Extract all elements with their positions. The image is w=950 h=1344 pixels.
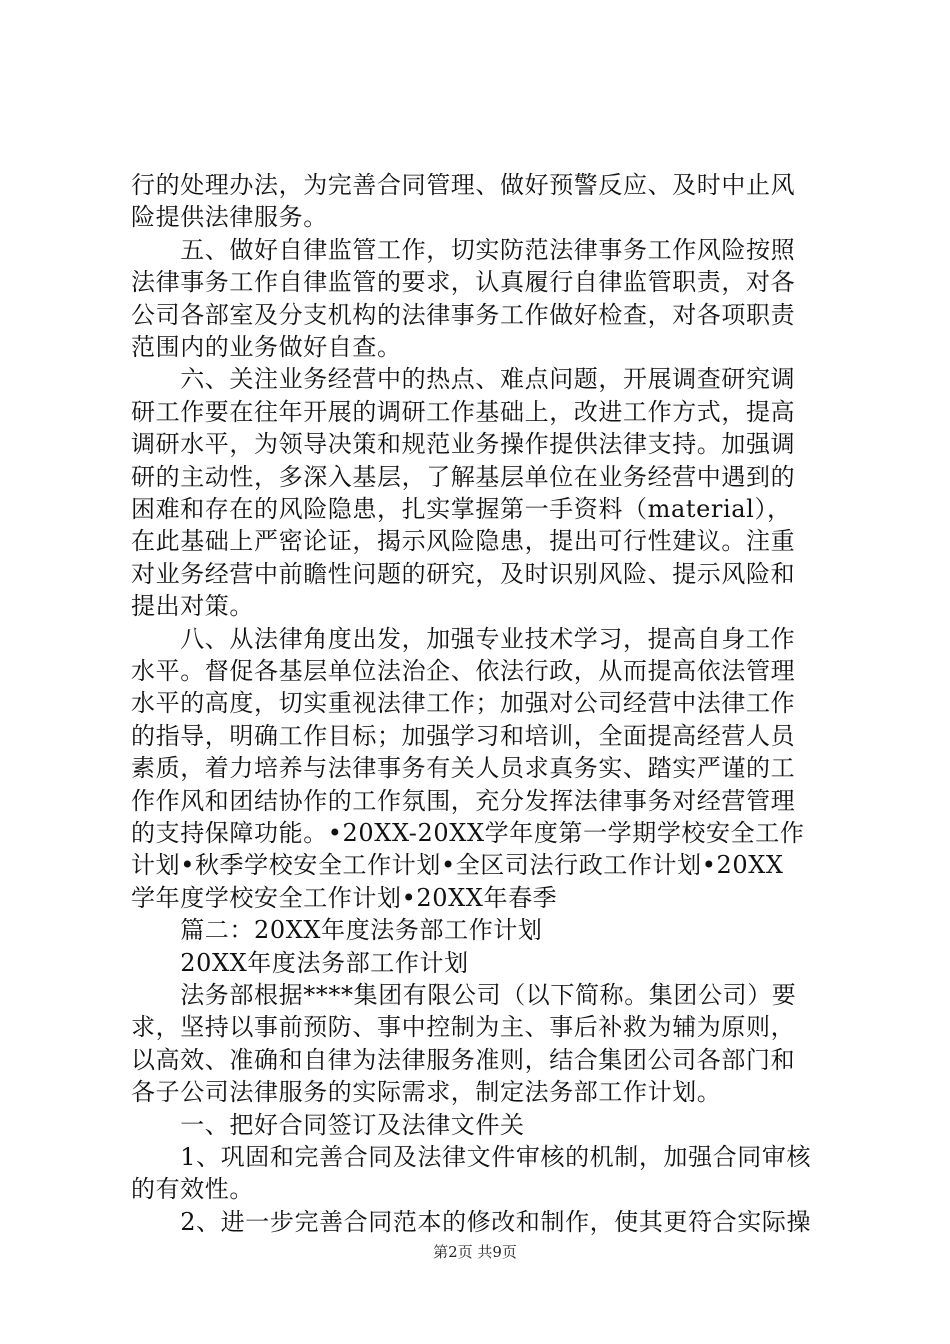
page-footer: 第2页 共9页 <box>433 1243 517 1261</box>
text-line: 险提供法律服务。 <box>131 203 328 231</box>
text-line: 求，坚持以事前预防、事中控制为主、事后补救为辅为原则， <box>131 1013 796 1041</box>
text-line: 提出对策。 <box>131 592 254 620</box>
text-line: 困难和存在的风险隐患，扎实掌握第一手资料（material）， <box>131 495 792 523</box>
text-line: 2、进一步完善合同范本的修改和制作，使其更符合实际操 <box>131 1208 812 1236</box>
text-line: 的支持保障功能。•20XX-20XX学年度第一学期学校安全工作 <box>131 819 805 847</box>
text-line: 研工作要在往年开展的调研工作基础上，改进工作方式，提高 <box>131 398 796 426</box>
text-line: 法务部根据****集团有限公司（以下简称。集团公司）要 <box>131 981 797 1009</box>
text-line: 各子公司法律服务的实际需求，制定法务部工作计划。 <box>131 1078 722 1106</box>
text-line: 在此基础上严密论证，揭示风险隐患，提出可行性建议。注重 <box>131 527 796 555</box>
text-line: 范围内的业务做好自查。 <box>131 333 402 361</box>
text-line: 六、关注业务经营中的热点、难点问题，开展调查研究调 <box>131 365 796 393</box>
text-line: 计划•秋季学校安全工作计划•全区司法行政工作计划•20XX <box>131 851 784 879</box>
text-line: 法律事务工作自律监管的要求，认真履行自律监管职责，对各 <box>131 268 796 296</box>
text-line: 学年度学校安全工作计划•20XX年春季 <box>131 884 558 912</box>
text-line: 行的处理办法，为完善合同管理、做好预警反应、及时中止风 <box>131 171 796 199</box>
text-line: 素质，着力培养与法律事务有关人员求真务实、踏实严谨的工 <box>131 754 796 782</box>
text-line: 五、做好自律监管工作，切实防范法律事务工作风险按照 <box>131 236 796 264</box>
text-line: 以高效、准确和自律为法律服务准则，结合集团公司各部门和 <box>131 1046 796 1074</box>
text-line: 1、巩固和完善合同及法律文件审核的机制，加强合同审核 <box>131 1143 812 1171</box>
text-line: 对业务经营中前瞻性问题的研究，及时识别风险、提示风险和 <box>131 560 796 588</box>
text-line: 作作风和团结协作的工作氛围，充分发挥法律事务对经营管理 <box>131 787 796 815</box>
text-line: 研的主动性，多深入基层，了解基层单位在业务经营中遇到的 <box>131 463 796 491</box>
text-line: 一、把好合同签订及法律文件关 <box>131 1111 525 1139</box>
text-line: 的指导，明确工作目标；加强学习和培训，全面提高经营人员 <box>131 722 796 750</box>
text-line: 公司各部室及分支机构的法律事务工作做好检查，对各项职责 <box>131 301 796 329</box>
text-line: 的有效性。 <box>131 1175 254 1203</box>
text-line: 20XX年度法务部工作计划 <box>131 949 469 977</box>
text-line: 水平。督促各基层单位法治企、依法行政，从而提高依法管理 <box>131 657 796 685</box>
text-line: 八、从法律角度出发，加强专业技术学习，提高自身工作 <box>131 625 796 653</box>
text-line: 水平的高度，切实重视法律工作；加强对公司经营中法律工作 <box>131 689 796 717</box>
text-line: 篇二：20XX年度法务部工作计划 <box>131 916 543 944</box>
text-line: 调研水平，为领导决策和规范业务操作提供法律支持。加强调 <box>131 430 796 458</box>
